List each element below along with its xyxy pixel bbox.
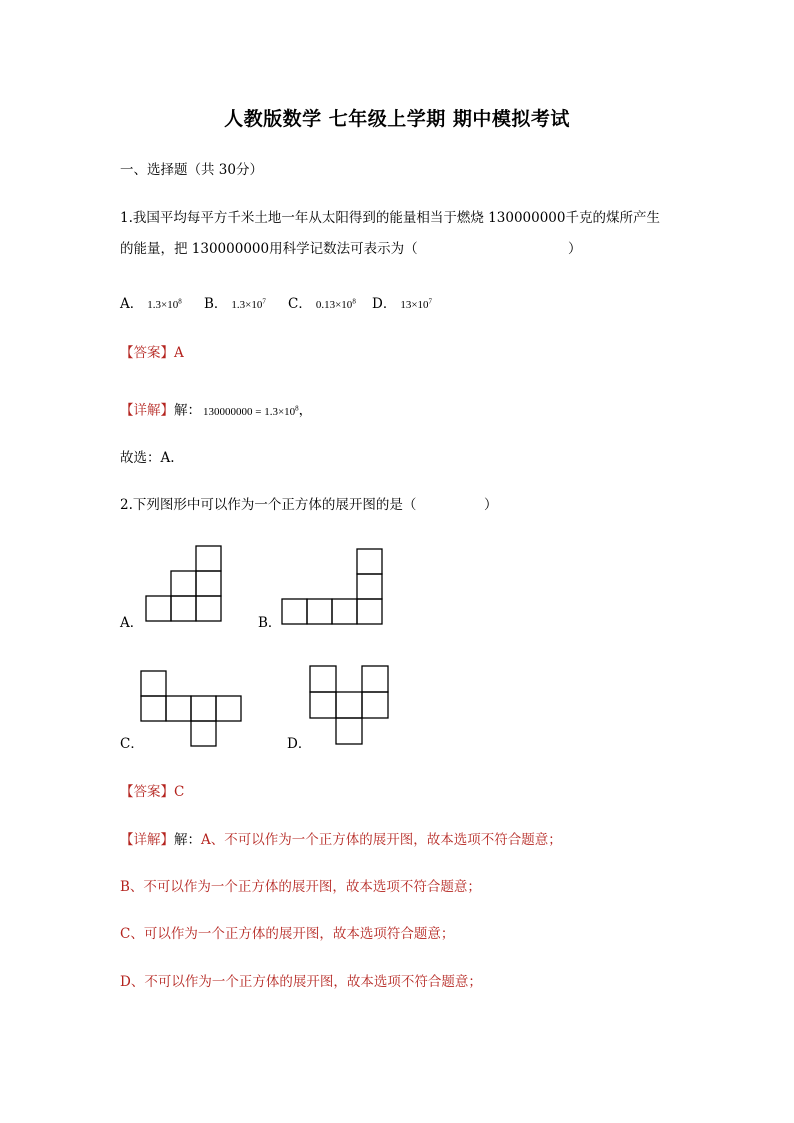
- q2-option-b-label: B．: [258, 615, 282, 631]
- q1-option-a: [120, 292, 182, 312]
- q2-stem-close: ）: [484, 497, 498, 513]
- detail-tag: 【详解】: [120, 402, 174, 419]
- q2-answer: [120, 782, 184, 802]
- answer-tag: 【答案】: [120, 345, 174, 361]
- detail-prefix: 解：: [174, 402, 201, 419]
- option-math: $1.3\times 10^8$: [147, 297, 182, 311]
- option-math: $13\times 10^7$: [400, 297, 433, 311]
- q2-option-d-label: D．: [287, 736, 312, 752]
- answer-tag: 【答案】: [120, 784, 174, 800]
- option-label: D．: [372, 296, 397, 312]
- q1-stem-close: ）: [568, 241, 582, 257]
- q1-option-c: [288, 292, 356, 312]
- explanation-a: A、不可以作为一个正方体的展开图，故本选项不符合题意；: [201, 832, 562, 848]
- option-label: C．: [288, 296, 312, 312]
- q1-stem-line1: 1.我国平均每平方千米土地一年从太阳得到的能量相当于燃烧 130000000千克的煤所产生: [120, 210, 660, 226]
- explanation-b: B、不可以作为一个正方体的展开图，故本选项不符合题意；: [120, 879, 481, 895]
- q1-conclusion: 故选：A.: [120, 450, 175, 466]
- q1-option-b: [204, 292, 266, 312]
- q2-option-a-net: [138, 543, 228, 629]
- option-math: $1.3\times 10^7$: [231, 297, 266, 311]
- q1-option-d: [372, 292, 432, 312]
- detail-prefix: 解：: [174, 832, 201, 848]
- detail-tag: 【详解】: [120, 832, 174, 848]
- option-label: A．: [120, 296, 144, 312]
- q1-stem-text: 的能量，把 130000000用科学记数法可表示为（: [120, 241, 418, 257]
- q2-option-b-net: [276, 545, 388, 629]
- detail-math: $130000000 = 1.3\times 10^8$: [203, 404, 299, 418]
- answer-value: A: [174, 345, 184, 361]
- q1-stem-line2: [120, 239, 418, 259]
- option-math: $0.13\times 10^8$: [315, 297, 356, 311]
- q2-option-c-net: [138, 667, 246, 751]
- option-label: B．: [204, 296, 228, 312]
- q2-option-d-net: [307, 662, 393, 748]
- q2-stem: 2.下列图形中可以作为一个正方体的展开图的是（: [120, 497, 417, 513]
- page-title: 人教版数学 七年级上学期 期中模拟考试: [224, 108, 570, 130]
- q2-option-c-label: C．: [120, 736, 144, 752]
- q2-detail-line-a: [120, 830, 562, 850]
- explanation-d: D、不可以作为一个正方体的展开图，故本选项不符合题意；: [120, 974, 482, 990]
- section-heading: 一、选择题（共 30分）: [120, 162, 263, 178]
- q2-option-a-label: A．: [120, 615, 144, 631]
- q1-answer: [120, 343, 184, 363]
- explanation-c: C、可以作为一个正方体的展开图，故本选项符合题意；: [120, 926, 455, 942]
- detail-suffix: ，: [298, 402, 313, 419]
- answer-value: C: [174, 784, 185, 800]
- q1-detail: [120, 398, 312, 422]
